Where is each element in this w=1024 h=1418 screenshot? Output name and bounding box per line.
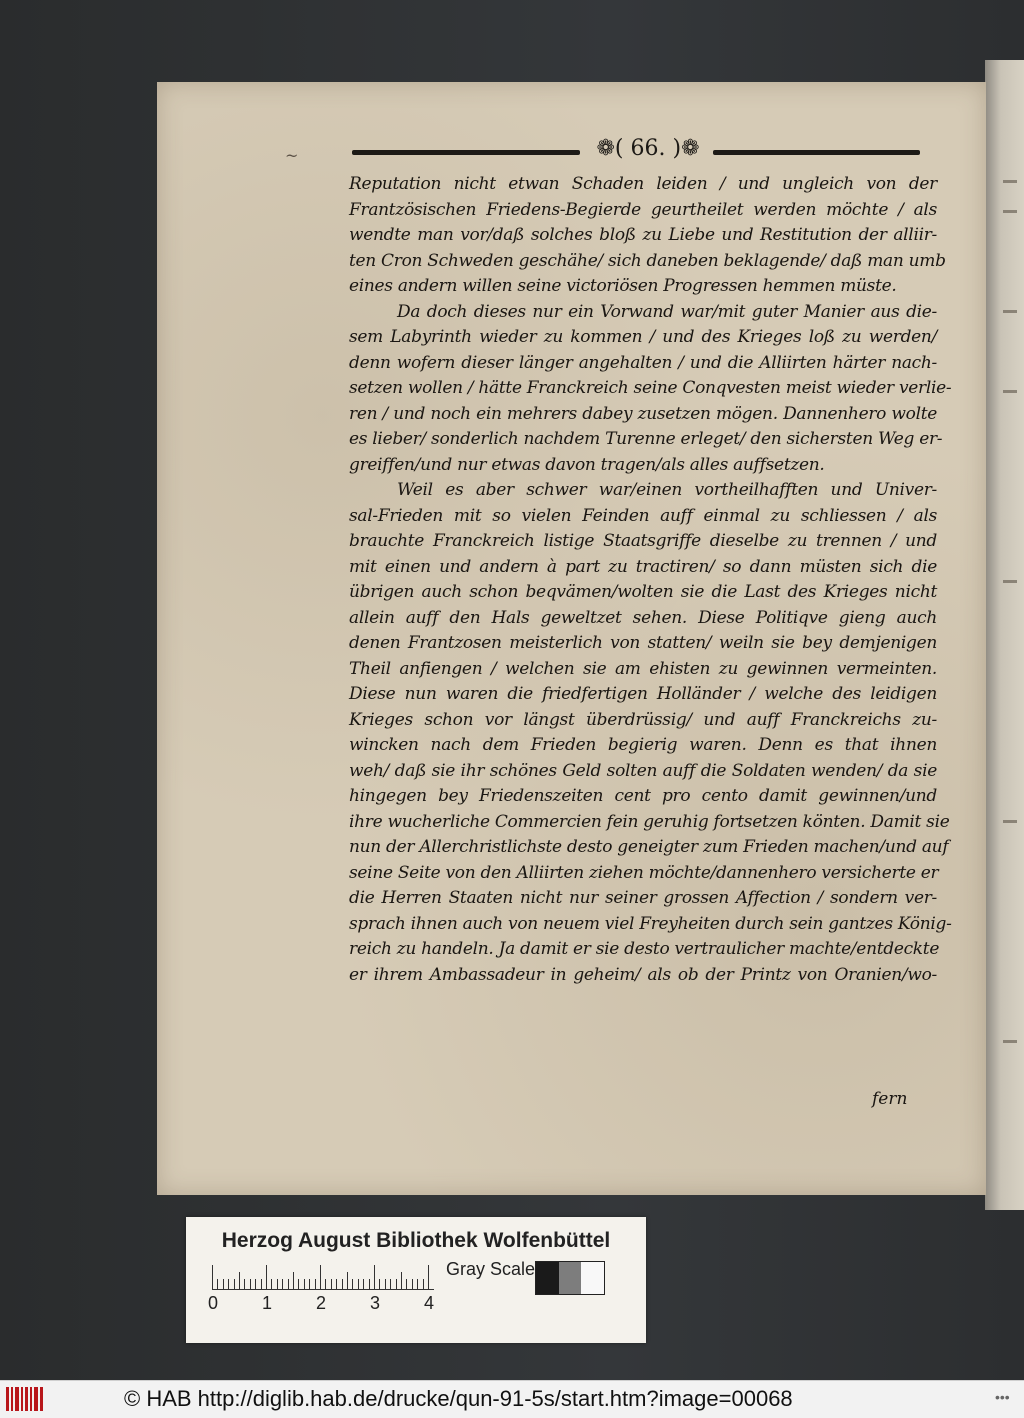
page-number bbox=[585, 136, 711, 161]
ruler-tick bbox=[379, 1279, 380, 1289]
text-line: Reputation nicht etwan Schaden leiden / und ungleich von der bbox=[349, 174, 937, 194]
text-line: Frantzösischen Friedens-Begierde geurtheilet werden möchte / als bbox=[349, 199, 937, 220]
ruler-tick bbox=[406, 1279, 407, 1289]
text-line: denen Frantzosen meisterlich von statten/ weiln sie bey demjenigen bbox=[349, 633, 937, 653]
ruler-tick bbox=[423, 1279, 424, 1289]
adjacent-page-mark bbox=[1003, 310, 1017, 313]
ornament-right-icon: )❁ bbox=[672, 136, 700, 161]
adjacent-page-edge bbox=[985, 60, 1024, 1210]
text-line: Diese nun waren die friedfertigen Holländer / welche des leidigen bbox=[349, 684, 937, 704]
text-line: denn wofern dieser länger angehalten / und die Alliirten härter nach- bbox=[349, 352, 937, 373]
text-line: es lieber/ sonderlich nachdem Turenne erleget/ den sichersten Weg er- bbox=[349, 429, 943, 449]
ruler-tick bbox=[298, 1279, 299, 1289]
text-line: sprach ihnen auch von neuem viel Freyheiten durch sein gantzes König- bbox=[349, 913, 952, 934]
page-number-value: 66. bbox=[630, 136, 666, 161]
ruler-tick bbox=[342, 1279, 343, 1289]
ruler-tick bbox=[228, 1279, 229, 1289]
text-line: reich zu handeln. Ja damit er sie desto vertraulicher machte/entdeckte bbox=[349, 939, 940, 959]
text-line: brauchte Franckreich listige Staatsgriffe dieselbe zu trennen / und bbox=[349, 531, 937, 551]
ornament-left-icon: ❁( bbox=[596, 136, 624, 161]
text-line: Da doch dieses nur ein Vorwand war/mit guter Manier aus die- bbox=[397, 301, 937, 322]
text-line: wendte man vor/daß solches bloß zu Liebe und Restitution der alliir- bbox=[349, 225, 937, 245]
ruler-tick bbox=[261, 1279, 262, 1289]
library-color-chart bbox=[186, 1217, 646, 1343]
text-line: Krieges schon vor längst überdrüssig/ und auff Franckreichs zu- bbox=[349, 709, 937, 730]
ruler-tick bbox=[288, 1279, 289, 1289]
ruler-tick bbox=[331, 1279, 332, 1289]
ruler-number: 0 bbox=[208, 1293, 219, 1313]
text-line: hingegen bey Friedenszeiten cent pro cento damit gewinnen/und bbox=[349, 786, 937, 806]
ruler-number: 3 bbox=[370, 1293, 381, 1313]
source-url[interactable]: © HAB http://diglib.hab.de/drucke/qun-91-5s/start.htm?image=00068 bbox=[124, 1386, 793, 1411]
ruler-tick bbox=[277, 1279, 278, 1289]
ruler-tick bbox=[315, 1279, 316, 1289]
ruler-tick bbox=[309, 1279, 310, 1289]
ruler-tick bbox=[417, 1279, 418, 1289]
adjacent-page-mark bbox=[1003, 390, 1017, 393]
text-line: er ihrem Ambassadeur in geheim/ als ob der Printz von Oranien/wo- bbox=[349, 964, 937, 985]
text-line: die Herren Staaten nicht nur seiner grossen Affection / sondern ver- bbox=[349, 888, 937, 908]
ruler-tick bbox=[352, 1279, 353, 1289]
ruler-tick bbox=[336, 1279, 337, 1289]
text-line: seine Seite von den Alliirten ziehen möchte/dannenhero versicherte er bbox=[349, 862, 939, 883]
text-line: allein auff den Hals geweltzet sehen. Diese Politiqve gieng auch bbox=[349, 607, 937, 628]
viewer-footer bbox=[0, 1380, 1024, 1418]
text-line: nun der Allerchristlichste desto geneigter zum Frieden machen/und auf bbox=[349, 837, 949, 857]
text-line: weh/ daß sie ihr schönes Geld solten auff die Soldaten wenden/ da sie bbox=[349, 760, 937, 781]
ruler-tick bbox=[234, 1279, 235, 1289]
gray-scale-swatch bbox=[535, 1261, 605, 1295]
text-line: wincken nach dem Frieden begierig waren. Denn es that ihnen bbox=[349, 735, 937, 755]
ruler-tick bbox=[320, 1265, 321, 1289]
ruler-tick bbox=[428, 1265, 429, 1289]
text-line: setzen wollen / hätte Franckreich seine Conqvesten meist wieder verlie- bbox=[349, 378, 952, 398]
ruler-number: 2 bbox=[316, 1293, 327, 1313]
ruler-tick bbox=[363, 1279, 364, 1289]
hab-logo-icon bbox=[6, 1387, 44, 1411]
ruler-tick bbox=[239, 1272, 240, 1289]
ruler-tick bbox=[271, 1279, 272, 1289]
adjacent-page-mark bbox=[1003, 180, 1017, 183]
ruler-tick bbox=[374, 1265, 375, 1289]
adjacent-page-mark bbox=[1003, 1040, 1017, 1043]
ruler-tick bbox=[325, 1279, 326, 1289]
library-name: Herzog August Bibliothek Wolfenbüttel bbox=[221, 1229, 611, 1252]
ruler-tick bbox=[385, 1279, 386, 1289]
ruler-number: 1 bbox=[262, 1293, 273, 1313]
ruler-tick bbox=[266, 1265, 267, 1289]
text-line: übrigen auch schon beqvämen/wolten sie die Last des Krieges nicht bbox=[349, 582, 937, 602]
ruler-tick bbox=[223, 1279, 224, 1289]
adjacent-page-mark bbox=[1003, 820, 1017, 823]
ruler-tick bbox=[293, 1272, 294, 1289]
ruler-tick bbox=[347, 1272, 348, 1289]
margin-mark: ~ bbox=[285, 146, 299, 165]
text-line: eines andern willen seine victoriösen Progressen hemmen müste. bbox=[349, 276, 897, 296]
text-line: ten Cron Schweden geschähe/ sich daneben beklagende/ daß man umb bbox=[349, 250, 946, 271]
ruler-tick bbox=[358, 1279, 359, 1289]
text-line: greiffen/und nur etwas davon tragen/als alles auffsetzen. bbox=[349, 454, 825, 475]
ruler-number: 4 bbox=[424, 1293, 435, 1313]
text-line: sal-Frieden mit so vielen Feinden auff einmal zu schliessen / als bbox=[349, 505, 937, 526]
text-line: mit einen und andern à part zu tractiren/ so dann müsten sich die bbox=[349, 556, 937, 577]
adjacent-page-mark bbox=[1003, 210, 1017, 213]
page-text bbox=[349, 172, 952, 988]
header-rule-right bbox=[713, 150, 920, 155]
ruler-tick bbox=[217, 1279, 218, 1289]
measurement-ruler bbox=[212, 1263, 434, 1290]
text-line: Theil anfiengen / welchen sie am ehisten zu gewinnen vermeinten. bbox=[349, 658, 937, 679]
adjacent-page-mark bbox=[1003, 580, 1017, 583]
gray-scale-label: Gray Scale bbox=[446, 1259, 536, 1279]
ruler-tick bbox=[250, 1279, 251, 1289]
text-line: ihre wucherliche Commercien fein geruhig fortsetzen könten. Damit sie bbox=[349, 811, 950, 832]
text-line: sem Labyrinth wieder zu kommen / und des Krieges loß zu werden/ bbox=[349, 327, 937, 347]
ruler-tick bbox=[396, 1279, 397, 1289]
header-rule-left bbox=[352, 150, 580, 155]
catchword: fern bbox=[872, 1089, 908, 1109]
ruler-tick bbox=[412, 1279, 413, 1289]
ruler-tick bbox=[244, 1279, 245, 1289]
ruler-tick bbox=[369, 1279, 370, 1289]
text-line: ren / und noch ein mehrers dabey zusetzen mögen. Dannenhero wolte bbox=[349, 403, 937, 424]
ruler-tick bbox=[212, 1265, 213, 1289]
book-page bbox=[157, 82, 986, 1195]
ruler-tick bbox=[304, 1279, 305, 1289]
ruler-tick bbox=[255, 1279, 256, 1289]
ruler-tick bbox=[401, 1272, 402, 1289]
text-line: Weil es aber schwer war/einen vortheilhafften und Univer- bbox=[397, 480, 937, 500]
ruler-tick bbox=[282, 1279, 283, 1289]
more-options-icon[interactable]: ••• bbox=[995, 1389, 1010, 1405]
ruler-tick bbox=[390, 1279, 391, 1289]
